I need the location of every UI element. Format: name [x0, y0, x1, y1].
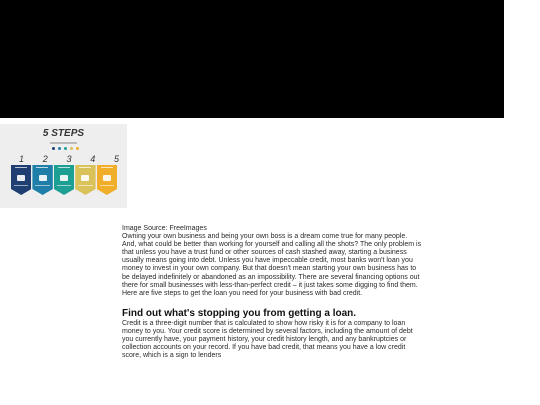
banner-text-line [57, 185, 71, 186]
step-numbers [19, 154, 119, 164]
intro-paragraph: Owning your own business and being your own boss is a dream come true for many people. And, what could be better than working for yourself and calling all the shots? The only problem is that unless you have a trust fund or other sources of cash stashed away, starting a business usually means going into debt. Unless you have impeccable credit, most banks won't loan you money to invest in your own company. But that doesn't mean starting your own business has to be delayed indefinitely or abandoned as an impossibility. There are several financing options out there for small businesses with less-than-perfect credit – it just takes some digging to find them. Here are five steps to get the loan you need for your business with bad credit. [122, 233, 422, 297]
banner-label-line [79, 167, 91, 168]
step-banner-2 [32, 165, 52, 195]
step-number: 1 [19, 154, 25, 164]
dot-4 [70, 147, 73, 150]
step-number: 4 [90, 154, 96, 164]
banner-label-line [58, 167, 70, 168]
dot-3 [64, 147, 67, 150]
step-number: 2 [42, 154, 48, 164]
section-heading: Find out what's stopping you from getting a loan. [122, 307, 357, 319]
step-banner-3 [54, 165, 74, 195]
banner-text-line [14, 185, 28, 186]
banner-label-line [15, 167, 27, 168]
section-paragraph: Credit is a three-digit number that is calculated to show how risky it is for a company to loan money to you. Your credit score is determined by several factors, including the amount of debt you currently have, your payment history, your credit history length, and any bankruptcies or collection accounts on your record. If you have bad credit, that means you have a low credit score, which is a sign to lenders [122, 319, 413, 360]
infographic-dots [52, 147, 79, 150]
image-source-caption: Image Source: FreeImages [122, 225, 207, 232]
dot-2 [58, 147, 61, 150]
dot-1 [52, 147, 55, 150]
banner-label-line [36, 167, 48, 168]
header-image-placeholder [0, 0, 504, 118]
step-banner-5 [97, 165, 117, 195]
banner-text-line [100, 185, 114, 186]
step-banners [11, 165, 117, 195]
step-icon [39, 175, 47, 181]
step-number: 5 [113, 154, 119, 164]
article-body [122, 225, 422, 360]
step-banner-4 [75, 165, 95, 195]
dot-5 [76, 147, 79, 150]
banner-text-line [35, 185, 49, 186]
infographic-subtitle-line [50, 142, 77, 144]
banner-label-line [101, 167, 113, 168]
step-number: 3 [66, 154, 72, 164]
banner-text-line [78, 185, 92, 186]
step-icon [17, 175, 25, 181]
step-icon [60, 175, 68, 181]
step-icon [81, 175, 89, 181]
step-banner-1 [11, 165, 31, 195]
infographic-thumbnail[interactable] [0, 124, 127, 208]
step-icon [103, 175, 111, 181]
infographic-title: 5 STEPS [42, 128, 85, 139]
